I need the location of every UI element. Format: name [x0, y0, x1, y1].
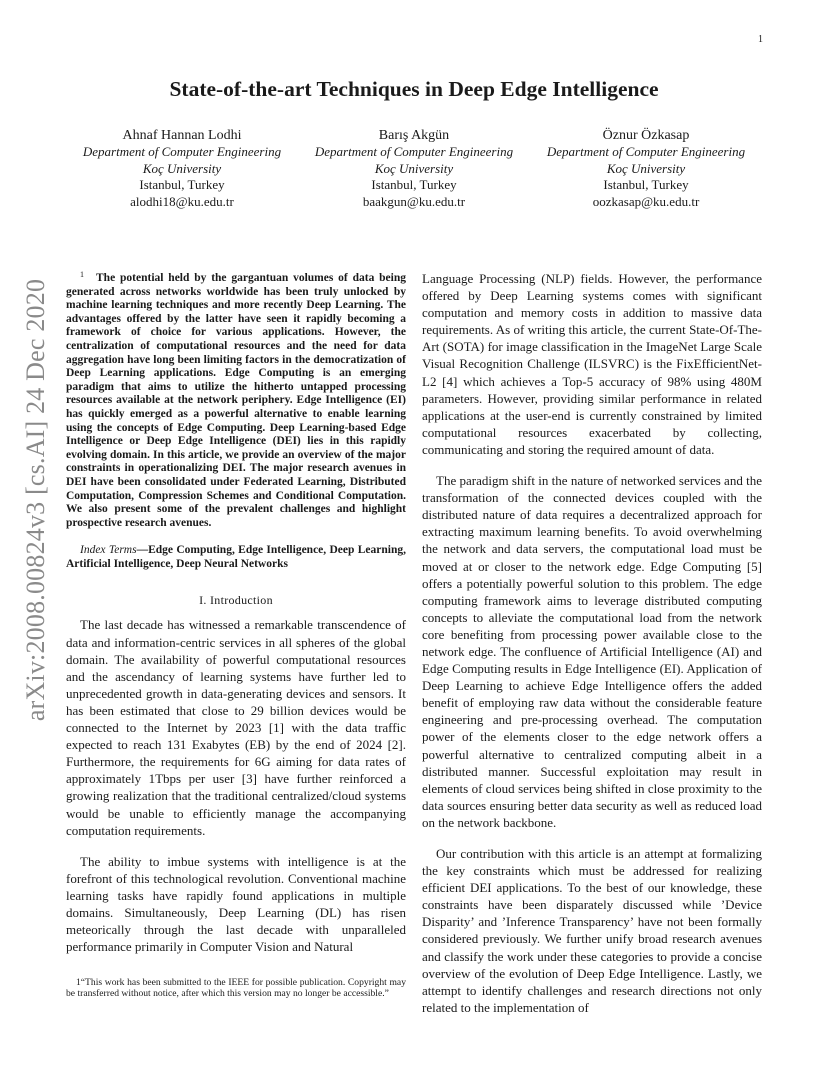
right-column: [422, 270, 762, 1016]
author-email: alodhi18@ku.edu.tr: [130, 193, 234, 209]
body-paragraph: Language Processing (NLP) fields. However, the performance offered by Deep Learning systems comes with significant computation and memory costs in addition to massive data requirements. As of writing this article, the current State-Of-The-Art (SOTA) for image classification in the ImageNet Large Scale Visual Recognition Challenge (ILSVRC) is the FixEfficientNet-L2 [4] which achieves a Top-5 accuracy of 98% using 480M parameters. However, providing similar performance in related applications at the user-end is currently constrained by limited computational resources exacerbated by collecting, communicating and storing the required amount of data.: [422, 271, 762, 457]
author-3: [530, 128, 762, 210]
author-university: Koç University: [374, 160, 454, 176]
body-paragraph: The ability to imbue systems with intelligence is at the forefront of this technological revolution. Conventional machine learning tasks have rapidly found applications in multiple domains. Simultaneously, Deep Learning (DL) has risen meteorically through the last decade with unparalleled performance primarily in Computer Vision and Natural: [66, 853, 406, 955]
index-terms: [66, 544, 406, 571]
paper-title: State-of-the-art Techniques in Deep Edge Intelligence: [169, 77, 659, 101]
body-paragraph: The last decade has witnessed a remarkable transcendence of data and information-centric services in all spheres of the global domain. The availability of powerful computational resources and the ascendancy of learning systems have further led to unprecedented growth in data-generating devices and sensors. It has been estimated that close to 29 billion devices would be connected to the Internet by 2023 [1] with the data traffic expected to reach 131 Exabytes (EB) by the end of 2024 [2]. Furthermore, the requirements for 6G aiming for data rates of approximately 1Tbps per user [3] have further reinforced a growing realization that the traditional centralized/cloud systems would be unable to efficiently manage the accompanying computation requirements.: [66, 617, 406, 838]
author-department: Department of Computer Engineering: [82, 144, 282, 160]
author-1: [66, 128, 298, 210]
author-city: Istanbul, Turkey: [603, 177, 689, 193]
page-number: 1: [758, 34, 763, 45]
author-block: [66, 128, 762, 210]
author-city: Istanbul, Turkey: [139, 177, 225, 193]
abstract-text: The potential held by the gargantuan volumes of data being generated across networks worldwide has been truly unlocked by machine learning techniques and more recently Deep Learning. The advantages offered by the latter have seen it rapidly becoming a framework of choice for various applications. However, the centralization of computational resources and the need for data aggregation have long been limiting factors in the democratization of Deep Learning applications. Edge Computing is an emerging paradigm that aims to utilize the hitherto untapped processing resources available at the network periphery. Edge Intelligence (EI) has quickly emerged as a powerful alternative to enable learning using the concepts of Edge Computing. Deep Learning-based Edge Intelligence or Deep Edge Intelligence (DEI) lies in this rapidly evolving domain. In this article, we provide an overview of the major constraints in operationalizing DEI. The major research avenues in DEI have been consolidated under Federated Learning, Distributed Computation, Compression Schemes and Conditional Computation. We also present some of the prevalent challenges and highlight prospective research avenues.: [66, 272, 406, 529]
index-terms-text: —Edge Computing, Edge Intelligence, Deep Learning, Artificial Intelligence, Deep Neural Networks: [66, 544, 406, 570]
arxiv-stamp-text: arXiv:2008.00824v3 [cs.AI] 24 Dec 2020: [21, 278, 50, 722]
author-name: Öznur Özkasap: [602, 128, 690, 143]
index-terms-label: Index Terms: [80, 544, 137, 557]
author-name: Ahnaf Hannan Lodhi: [122, 128, 242, 143]
author-university: Koç University: [606, 160, 686, 176]
body-paragraph: The paradigm shift in the nature of networked services and the transformation of the connected devices coupled with the distributed nature of data requires a decentralized approach for extracting maximum learning benefits. To avoid overwhelming the network and data servers, the computational load must be moved at or closer to the network edge. Edge Computing [5] offers a potentially powerful solution to this problem. The edge computing framework aims to leverage distributed computing concepts to alleviate the computational load from the network core benefiting from processing power available close to the network edge. The confluence of Artificial Intelligence (AI) and Edge Computing results in Edge Intelligence (EI). Application of Deep Learning to achieve Edge Intelligence offers the added benefit of employing raw data without the considerable feature engineering and pre-processing overhead. The computation power of the elements closer to the edge network offers a powerful alternative to centralized computing albeit in a distributed manner. Successful exploitation may result in elements of cloud services being shifted in close proximity to the data sources ensuring better data security as well as reduced load on the network backbone.: [422, 473, 762, 830]
arxiv-stamp: [6, 278, 66, 722]
author-2: [298, 128, 530, 210]
abstract-footnote-marker: 1: [80, 270, 84, 279]
author-university: Koç University: [142, 160, 222, 176]
body-paragraph: Our contribution with this article is an attempt at formalizing the key constraints which must be addressed for realizing efficient DEI applications. To the best of our knowledge, these constraints have been disparately discussed while ’Device Disparity’ and ’Inference Transparency’ have not been formally considered previously. We further unify broad research avenues and classify the work under these categories to provide a concise overview of the evolution of Deep Edge Intelligence. Lastly, we attempt to identify challenges and research directions not only related to the implementation of: [422, 846, 762, 1015]
author-name: Barış Akgün: [378, 128, 450, 143]
author-city: Istanbul, Turkey: [371, 177, 457, 193]
abstract: [66, 268, 406, 530]
author-email: oozkasap@ku.edu.tr: [592, 193, 700, 209]
footnote: 1“This work has been submitted to the IEEE for possible publication. Copyright may be transferred without notice, after which this version may no longer be accessible.”: [66, 977, 406, 999]
section-heading: I. Introduction: [199, 593, 273, 608]
author-department: Department of Computer Engineering: [546, 144, 746, 160]
left-column: [66, 268, 406, 955]
author-email: baakgun@ku.edu.tr: [362, 193, 466, 209]
author-department: Department of Computer Engineering: [314, 144, 514, 160]
